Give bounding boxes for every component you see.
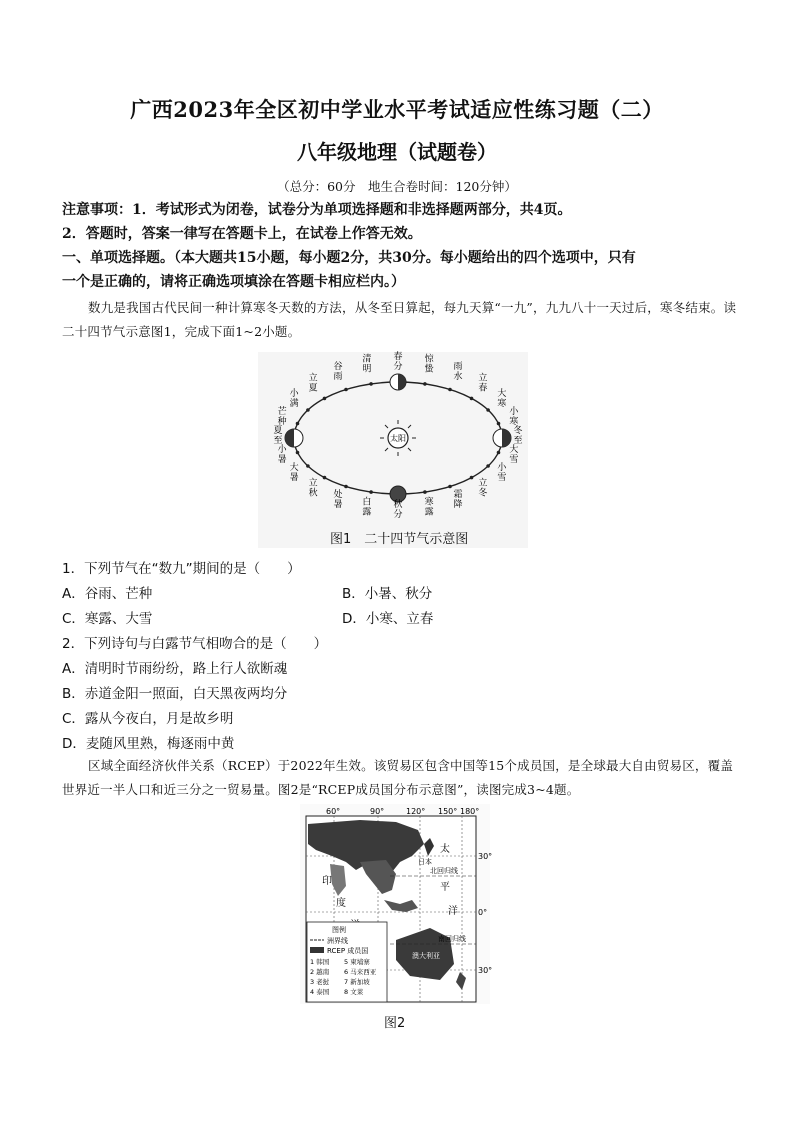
legend-item-3: 3 老挝 xyxy=(310,978,330,986)
exam-title: 广西2023年全区初中学业水平考试适应性练习题（二） xyxy=(130,97,664,122)
term-label: 至 xyxy=(513,436,523,446)
japan-label: 日本 xyxy=(418,858,432,866)
term-label: 秋 xyxy=(308,488,318,499)
solar-terms-diagram xyxy=(258,352,528,548)
section-heading-line-1: 一、单项选择题。（本大题共15小题，每小题2分，共30分。每小题给出的四个选项中，只有 xyxy=(62,250,636,266)
term-label: 立 xyxy=(478,373,488,384)
orbit-dot xyxy=(306,408,310,412)
term-label: 至 xyxy=(273,436,283,446)
earth-winter-icon xyxy=(493,429,511,447)
term-label: 雪 xyxy=(509,455,519,466)
orbit-dot xyxy=(486,464,490,468)
q2-option-b: B．赤道金阳一照面，白天黑夜两均分 xyxy=(62,686,288,702)
orbit-dot xyxy=(497,451,501,455)
orbit-dot xyxy=(470,397,474,401)
lat-30s: 30° xyxy=(478,966,493,975)
term-label: 雨 xyxy=(453,361,463,372)
term-label: 惊 xyxy=(424,354,434,365)
term-label: 暑 xyxy=(289,473,299,483)
figure-2-caption: 图2 xyxy=(384,1016,406,1031)
term-label: 大 xyxy=(289,463,299,473)
orbit-dot xyxy=(369,490,373,494)
earth-spring-icon xyxy=(390,374,406,390)
north-tropic-label: 北回归线 xyxy=(430,867,458,875)
term-label: 满 xyxy=(289,399,299,409)
term-label: 芒 xyxy=(277,406,287,417)
term-label: 立 xyxy=(478,478,488,489)
term-label: 寒 xyxy=(509,416,519,427)
q2-option-c: C．露从今夜白，月是故乡明 xyxy=(62,711,234,727)
legend-item-8: 8 文莱 xyxy=(344,988,364,996)
lon-120: 120° xyxy=(406,807,426,816)
ocean-label-1: 印 xyxy=(322,876,332,887)
legend-item-1: 1 韩国 xyxy=(310,958,330,966)
term-label: 种 xyxy=(277,416,287,427)
term-label: 小 xyxy=(289,389,299,399)
orbit-dot xyxy=(323,476,327,480)
term-label: 露 xyxy=(362,507,372,518)
lat-0: 0° xyxy=(478,908,488,917)
earth-summer-icon xyxy=(285,429,303,447)
legend-member: RCEP 成员国 xyxy=(327,947,369,955)
pacific-label-2: 平 xyxy=(440,882,450,893)
orbit-dot xyxy=(423,382,427,386)
question-2-stem: 2．下列诗句与白露节气相吻合的是（ ） xyxy=(62,636,328,652)
q1-option-c: C．寒露、大雪 xyxy=(62,611,153,627)
notes-line-2: 2．答题时，答案一律写在答题卡上，在试卷上作答无效。 xyxy=(62,226,422,242)
question-1-stem: 1．下列节气在“数九”期间的是（ ） xyxy=(62,561,301,577)
legend-title: 图例 xyxy=(332,926,346,934)
q1-option-a: A．谷雨、芒种 xyxy=(62,586,153,602)
q1-option-d: D．小寒、立春 xyxy=(342,611,434,627)
term-label: 立 xyxy=(308,478,318,489)
term-label: 大 xyxy=(497,389,507,399)
term-label: 夏 xyxy=(273,426,283,436)
ocean-label-2: 度 xyxy=(336,898,346,909)
term-label: 小 xyxy=(509,406,519,417)
figure-1-solar-terms xyxy=(258,352,528,548)
orbit-dot xyxy=(344,388,348,392)
term-label: 霜 xyxy=(453,490,463,501)
orbit-dot xyxy=(470,476,474,480)
section-heading-line-2: 一个是正确的，请将正确选项填涂在答题卡相应栏内。） xyxy=(62,274,405,290)
term-label: 小 xyxy=(277,445,287,456)
term-label: 清 xyxy=(362,354,372,365)
term-label: 谷 xyxy=(333,361,343,372)
exam-info: （总分：60分 地生合卷时间：120分钟） xyxy=(277,179,517,194)
term-label: 寒 xyxy=(497,399,507,409)
term-label: 明 xyxy=(362,364,372,375)
orbit-dot xyxy=(486,408,490,412)
lon-180: 180° xyxy=(460,807,480,816)
australia-label: 澳大利亚 xyxy=(412,952,440,960)
orbit-dot xyxy=(369,382,373,386)
term-label: 水 xyxy=(453,371,463,382)
orbit-dot xyxy=(344,485,348,489)
rcep-map xyxy=(300,804,493,1004)
exam-subtitle: 八年级地理（试题卷） xyxy=(297,140,497,164)
term-label: 雨 xyxy=(333,371,343,382)
figure-2-rcep-map xyxy=(300,804,493,1004)
lat-30n: 30° xyxy=(478,852,493,861)
term-label: 小 xyxy=(497,463,507,473)
term-label: 春 xyxy=(478,383,488,394)
legend-boundary: 洲界线 xyxy=(327,937,348,945)
orbit-dot xyxy=(448,388,452,392)
term-label: 白 xyxy=(362,497,372,508)
term-label: 降 xyxy=(453,500,463,511)
legend-item-2: 2 越南 xyxy=(310,968,330,976)
legend-item-6: 6 马来西亚 xyxy=(344,968,377,976)
legend-item-5: 5 柬埔寨 xyxy=(344,958,370,966)
term-label: 雪 xyxy=(497,473,507,483)
lon-150: 150° xyxy=(438,807,458,816)
q2-option-d: D．麦随风里熟，梅逐雨中黄 xyxy=(62,736,235,752)
term-label: 秋 xyxy=(393,500,403,510)
orbit-dot xyxy=(306,464,310,468)
legend-item-4: 4 泰国 xyxy=(310,988,330,996)
lon-60: 60° xyxy=(326,807,341,816)
intro-paragraph-1: 数九是我国古代民间一种计算寒冬天数的方法，从冬至日算起，每九天算“一九”，九九八十一天过后，寒冬结束。读二十四节气示意图1，完成下面1~2小题。 xyxy=(62,300,737,339)
term-label: 大 xyxy=(509,445,519,456)
term-label: 冬 xyxy=(478,488,488,499)
orbit-dot xyxy=(423,490,427,494)
figure-1-caption: 图1 二十四节气示意图 xyxy=(330,532,469,547)
q2-option-a: A．清明时节雨纷纷，路上行人欲断魂 xyxy=(62,661,288,677)
orbit-dot xyxy=(497,422,501,426)
south-tropic-label: 南回归线 xyxy=(438,935,466,943)
orbit-dot xyxy=(296,451,300,455)
term-label: 蛰 xyxy=(424,364,434,375)
term-label: 立 xyxy=(308,373,318,384)
orbit-dot xyxy=(448,485,452,489)
orbit-dot xyxy=(323,397,327,401)
legend-item-7: 7 新加坡 xyxy=(344,978,370,986)
term-label: 暑 xyxy=(277,455,287,466)
sun-label: 太阳 xyxy=(390,434,406,443)
notes-line-1: 注意事项：1．考试形式为闭卷，试卷分为单项选择题和非选择题两部分，共4页。 xyxy=(62,202,572,218)
term-label: 处 xyxy=(333,490,343,501)
orbit-dot xyxy=(296,422,300,426)
pacific-label-1: 太 xyxy=(440,844,450,855)
lon-90: 90° xyxy=(370,807,385,816)
pacific-label-3: 洋 xyxy=(448,906,458,917)
q1-option-b: B．小暑、秋分 xyxy=(342,586,433,602)
term-label: 夏 xyxy=(308,383,318,394)
term-label: 分 xyxy=(393,362,403,372)
term-label: 分 xyxy=(393,510,403,520)
term-label: 春 xyxy=(393,352,403,362)
intro-paragraph-2: 区域全面经济伙伴关系（RCEP）于2022年生效。该贸易区包含中国等15个成员国，是全球最大自由贸易区，覆盖世界近一半人口和近三分之一贸易量。图2是“RCEP成员国分布示意图”，读图完成3~4题。 xyxy=(62,758,734,797)
term-label: 暑 xyxy=(333,500,343,511)
term-label: 冬 xyxy=(513,426,523,436)
term-label: 露 xyxy=(424,507,434,518)
term-label: 寒 xyxy=(424,497,434,508)
